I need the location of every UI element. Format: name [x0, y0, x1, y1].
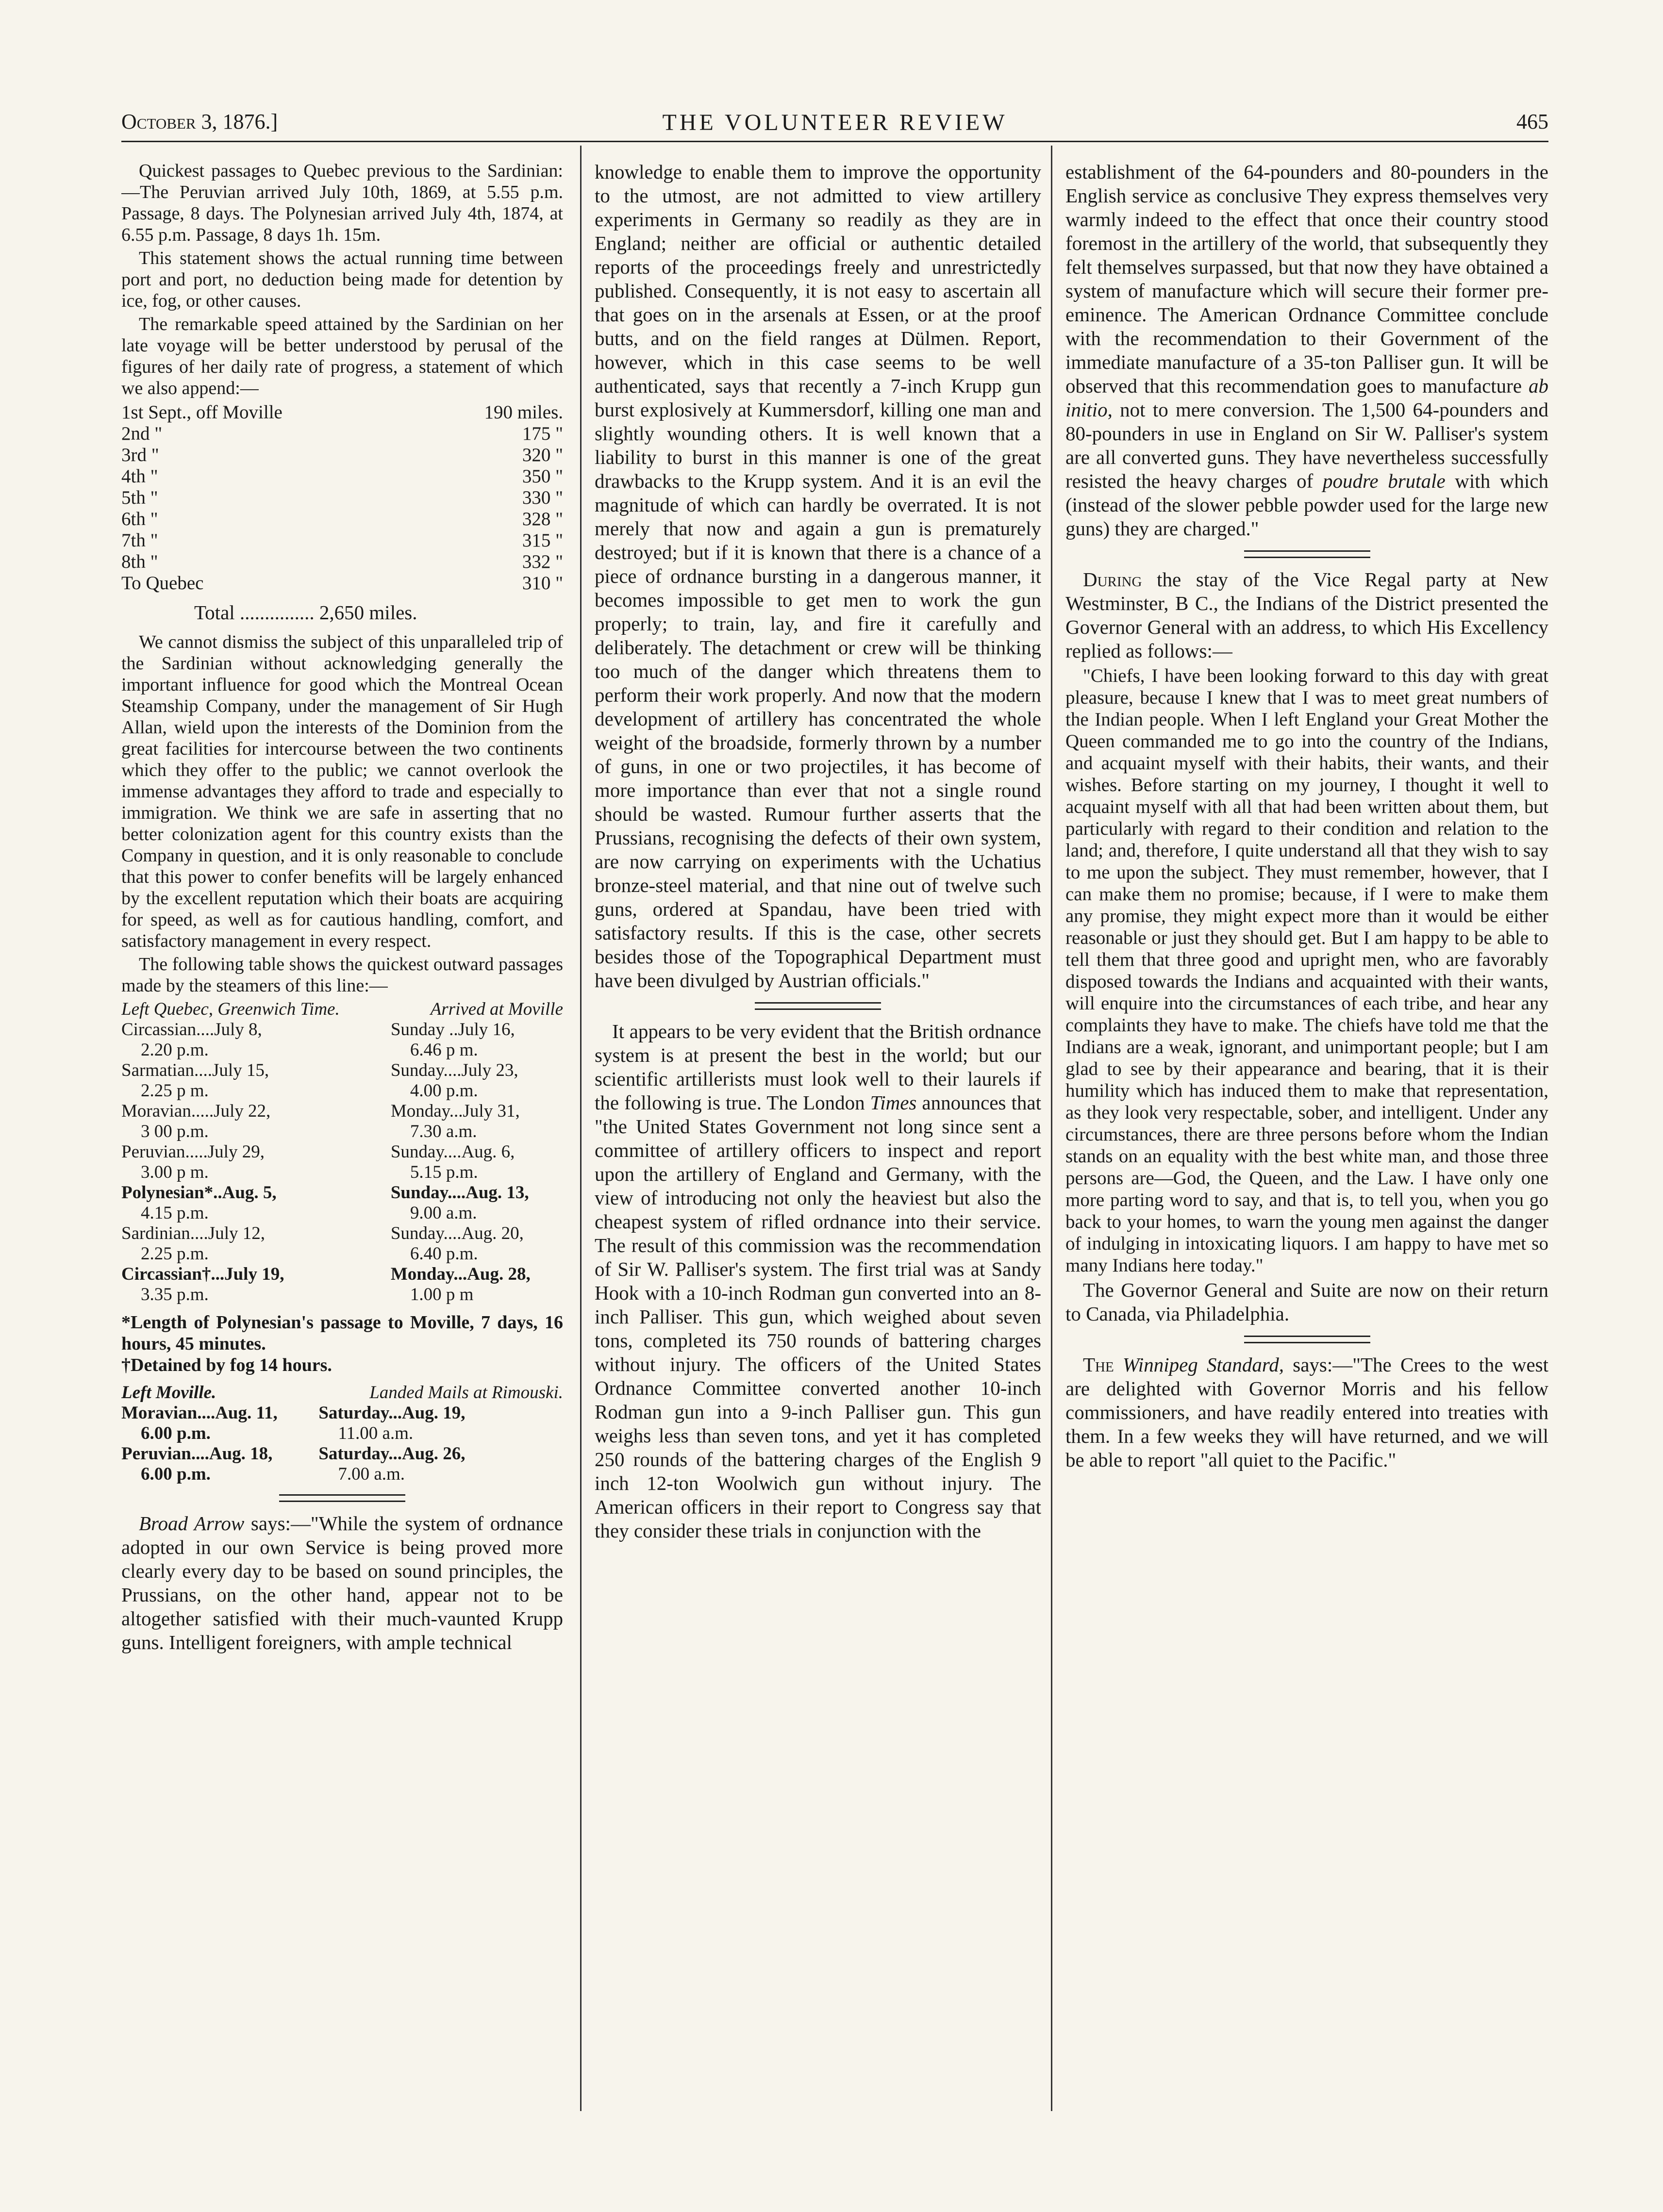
table-row — [121, 1060, 563, 1081]
log-day: 8th " — [121, 551, 158, 572]
departure-time: 6.00 p.m. — [141, 1423, 211, 1443]
winnipeg-text: says:—"The Crees to the west are delighted with Governor Morris and his fellow commissioners, and have readily entered into treaties with them. In a few weeks they will have returned, and we will be able to report "all quiet to the Pacific." — [1065, 1354, 1548, 1471]
departure-time: 3 00 p.m. — [141, 1122, 209, 1141]
ship-arrival: Sunday....Aug. 6, — [390, 1142, 515, 1162]
table-row — [121, 530, 563, 551]
return-paragraph: The Governor General and Suite are now on their return to Canada, via Philadelphia. — [1065, 1279, 1548, 1325]
ship-arrival: Monday...Aug. 28, — [390, 1264, 531, 1284]
log-miles: 175 " — [522, 423, 563, 444]
column-rule-1 — [580, 146, 582, 2111]
palliser-text-a: It appears to be very evident that the British ordnance system is at present the best in the world; but our scientific artillerists must look well to their laurels if the following is true. The London — [595, 1020, 1041, 1114]
ship-arrival: Sunday....Aug. 13, — [390, 1183, 529, 1203]
speed-paragraph: The remarkable speed attained by the Sardinian on her late voyage will be better understood by perusal of the figures of her daily rate of progress, a statement of which we also append:— — [121, 314, 563, 398]
log-day: 1st Sept., off Moville — [121, 402, 283, 423]
departure-time: 4.15 p.m. — [141, 1203, 209, 1223]
column-2 — [595, 160, 1041, 2111]
table-row — [121, 487, 563, 509]
log-day: 6th " — [121, 509, 158, 529]
arrival-time: 1.00 p m — [410, 1285, 474, 1304]
ship-departure: Moravian.....July 22, — [121, 1101, 271, 1121]
section-divider — [279, 1494, 405, 1502]
arrival-time: 6.46 p m. — [410, 1040, 478, 1060]
outward-passages-table — [121, 999, 563, 1305]
section-divider — [1244, 1336, 1370, 1343]
table-row — [121, 1020, 563, 1040]
table-row — [121, 1264, 563, 1285]
log-day: To Quebec — [121, 573, 204, 594]
ordnance-text-c: with which (instead of the slower pebble powder used for the large new guns) they are charged." — [1065, 470, 1548, 540]
departure-time: 6.00 p.m. — [141, 1464, 211, 1484]
ship-departure: Circassian†...July 19, — [121, 1264, 284, 1284]
log-miles: 310 " — [522, 573, 563, 594]
running-time-paragraph: This statement shows the actual running time between port and port, no deduction being made for detention by ice, fog, or other causes. — [121, 248, 563, 311]
table-row — [121, 551, 563, 573]
ship-arrival: Sunday....Aug. 20, — [390, 1223, 524, 1243]
table-row — [121, 466, 563, 487]
table-row — [121, 1162, 563, 1183]
table-row — [121, 1101, 563, 1122]
table-row — [121, 573, 563, 594]
footnote-polynesian: *Length of Polynesian's passage to Moville, 7 days, 16 hours, 45 minutes. — [121, 1312, 563, 1354]
publication-name: Times — [870, 1091, 917, 1114]
daily-progress-table — [121, 402, 563, 594]
table-row — [121, 445, 563, 466]
departure-time: 2.20 p.m. — [141, 1040, 209, 1060]
table-row — [121, 1464, 563, 1485]
table-row — [121, 1122, 563, 1142]
ship-arrival: Sunday....July 23, — [390, 1060, 518, 1080]
table-row — [121, 423, 563, 445]
arrival-time: 7.30 a.m. — [410, 1122, 477, 1141]
arrival-time: 6.40 p.m. — [410, 1244, 478, 1264]
french-phrase: poudre brutale — [1322, 470, 1446, 492]
column-header-left: Left Moville. — [121, 1383, 216, 1403]
governor-speech: "Chiefs, I have been looking forward to this day with great pleasure, because I knew that I was to meet great numbers of the Indian people. When I left England your Great Mother the Queen commanded me to go into the country of the Indians, and acquaint myself with their habits, their wants, and their wishes. Before starting on my journey, I thought it well to acquaint myself with all that had been written about them, but particularly with regard to their condition and relation to the land; and, therefore, I quite understand all that they wish to say to me upon the subject. They must remember, however, that I can make them no promise; because, if I were to make them any promise, they might expect more than it would be either reasonable or just they should get. But I am happy to be able to tell them that three good and upright men, who are favorably disposed towards the Indians and acquainted with their wants, will enquire into the circumstances of each tribe, and hear any complaints they have to make. The chiefs have told me that the Indians are a weak, ignorant, and unimportant people; but I am glad to see by their appearance and bearing, that it is their humility which has induced them to make that representation, as they look very respectable, sober, and intelligent. Under any circumstances, there are three persons before whom the Indian stands on an equality with the best white man, and those three persons are—God, the Queen, and the Law. I have only one more parting word to say, and that is, to tell you, when you go back to your homes, to warn the young men against the danger of indulging in intoxicating liquors. I am happy to have met so many Indians here today." — [1065, 665, 1548, 1276]
broad-arrow-text: says:—"While the system of ordnance adopted in our own Service is being proved more clearly every day to be based on sound principles, the Prussians, on the other hand, appear not to be altogether satisfied with their much-vaunted Krupp guns. Intelligent foreigners, with ample technical — [121, 1512, 563, 1653]
latin-phrase: ab initio — [1065, 375, 1548, 421]
ship-arrival: Saturday...Aug. 26, — [318, 1444, 466, 1464]
log-day: 2nd " — [121, 423, 163, 444]
footnotes — [121, 1312, 563, 1376]
column-header-right: Landed Mails at Rimouski. — [369, 1383, 563, 1403]
log-day: 5th " — [121, 487, 158, 508]
log-miles: 328 " — [522, 509, 563, 529]
ordnance-text-a: establishment of the 64-pounders and 80-pounders in the English service as conclusive They express themselves very warmly indeed to the effect that once their country stood foremost in the artillery of the world, that subsequently they felt themselves surpassed, but that now they have obtained a system of manufacture which will secure their former pre-eminence. The American Ordnance Committee conclude with the recommendation to their Government of the immediate manufacture of a 35-ton Palliser gun. It will be observed that this recommendation goes to manufacture — [1065, 161, 1548, 397]
palliser-paragraph — [595, 1020, 1041, 1543]
publication-name: Winnipeg Standard, — [1122, 1354, 1284, 1376]
page-header — [121, 109, 1548, 143]
log-miles: 190 miles. — [484, 402, 563, 423]
ship-arrival: Saturday...Aug. 19, — [318, 1403, 466, 1423]
column-header-left: Left Quebec, Greenwich Time. — [121, 999, 340, 1019]
vice-regal-paragraph — [1065, 568, 1548, 663]
table-row — [121, 1203, 563, 1223]
mail-landing-table — [121, 1383, 563, 1485]
table-row — [121, 1040, 563, 1060]
column-3 — [1065, 160, 1548, 2111]
company-paragraph: We cannot dismiss the subject of this unparalleled trip of the Sardinian without acknowledging generally the important influence for good which the Montreal Ocean Steamship Company, under the management of Sir Hugh Allan, wield upon the interests of the Dominion from the great facilities for intercourse between the two continents which they offer to the public; we cannot overlook the immense advantages they afford to trade and especially to immigration. We think we are safe in asserting that no better colonization agent for this country exists than the Company in question, and it is only reasonable to conclude that this power to confer benefits will be largely enhanced by the excellent reputation which their boats are acquiring for speed, as well as for cautious handling, comfort, and satisfactory management in every respect. — [121, 632, 563, 951]
ship-departure: Sarmatian....July 15, — [121, 1060, 269, 1080]
table-row — [121, 509, 563, 530]
footnote-fog: †Detained by fog 14 hours. — [121, 1355, 332, 1375]
table-row — [121, 1403, 563, 1423]
log-miles: 332 " — [522, 551, 563, 572]
palliser-text-b: announces that "the United States Government not long since sent a committee of artillery officers to inspect and report upon the artillery of England and Germany, with the view of introducing not only the heaviest but also the cheapest system of rifled ordnance into their service. The result of this commission was the recommendation of Sir W. Palliser's system. The first trial was at Sandy Hook with a 10-inch Rodman gun converted into an 8-inch Palliser. This gun, which weighed about seven tons, completed its 750 rounds of battering charges without injury. The officers of the United States Ordnance Committee converted another 10-inch Rodman gun into a 9-inch Palliser gun. This gun weighs less than seven tons, and yet it has completed 250 rounds of the battering charges of the English 9 inch 12-ton Woolwich gun without injury. The American officers in their report to Congress say that they consider these trials in conjunction with the — [595, 1091, 1041, 1542]
ship-departure: Circassian....July 8, — [121, 1020, 262, 1040]
ship-departure: Peruvian....Aug. 18, — [121, 1444, 273, 1464]
ship-departure: Sardinian....July 12, — [121, 1223, 265, 1243]
arrival-time: 5.15 p.m. — [410, 1162, 478, 1182]
page-number: 465 — [1516, 110, 1548, 133]
header-rule — [121, 141, 1548, 142]
log-miles: 320 " — [522, 445, 563, 465]
lead-word: The — [1083, 1354, 1114, 1376]
ordnance-text-b: , not to mere conversion. The 1,500 64-pounders and 80-pounders in use in England on Sir W. Palliser's system are all converted guns. They have nevertheless successfully resisted the heavy charges of — [1065, 398, 1548, 492]
departure-time: 3.00 p m. — [141, 1162, 209, 1182]
table-row — [121, 1142, 563, 1162]
table-row — [121, 1223, 563, 1244]
table-row — [121, 1423, 563, 1444]
log-day: 4th " — [121, 466, 158, 487]
table-row — [121, 1244, 563, 1264]
section-divider — [755, 1002, 881, 1010]
column-header-right: Arrived at Moville — [430, 999, 563, 1019]
table-intro: The following table shows the quickest outward passages made by the steamers of this line:— — [121, 954, 563, 996]
publication-name: Broad Arrow — [139, 1512, 245, 1535]
ship-arrival: Sunday ..July 16, — [390, 1020, 515, 1040]
column-1 — [121, 160, 563, 2111]
log-miles: 330 " — [522, 487, 563, 508]
total-miles: Total ............... 2,650 miles. — [194, 601, 417, 624]
departure-time: 2.25 p.m. — [141, 1244, 209, 1264]
ordnance-paragraph — [1065, 160, 1548, 541]
table-row — [121, 1183, 563, 1203]
table-row — [121, 1444, 563, 1464]
column-rule-2 — [1051, 146, 1052, 2111]
ship-arrival: Monday...July 31, — [390, 1101, 520, 1121]
lead-word: During — [1083, 568, 1142, 591]
departure-time: 3.35 p.m. — [141, 1285, 209, 1304]
passage-paragraph: Quickest passages to Quebec previous to the Sardinian:—The Peruvian arrived July 10th, 1869, at 5.55 p.m. Passage, 8 days. The Polynesian arrived July 4th, 1874, at 6.55 p.m. Passage, 8 days 1h. 15m. — [121, 161, 563, 245]
log-miles: 315 " — [522, 530, 563, 551]
krupp-paragraph: knowledge to enable them to improve the opportunity to the utmost, are not admitted to view artillery experiments in Germany so readily as they are in England; neither are official or authentic detailed reports of the proceedings freely and unrestrictedly published. Consequently, it is not easy to ascertain all that goes on in the arsenals at Essen, or at the proof butts, and on the field ranges at Dülmen. Report, however, which in this case seems to be well authenticated, says that recently a 7-inch Krupp gun burst explosively at Kummersdorf, killing one man and slightly wounding others. It is well known that a liability to burst in this manner is one of the great drawbacks to the Krupp system. And it is an evil the magnitude of which can hardly be overrated. It is not merely that now and again a gun is prematurely destroyed; but if it is known that there is a chance of a piece of ordnance bursting in a dangerous manner, it becomes impossible to get men to work the gun properly; to train, lay, and fire it carefully and deliberately. The detachment or crew will be thinking too much of the danger which threatens them to perform their work properly. And now that the modern development of artillery has concentrated the whole weight of the broadside, formerly thrown by a number of guns, in one or two projectiles, it has become of more importance than ever that not a single round should be wasted. Rumour further asserts that the Prussians, recognising the defects of their own system, are now carrying on experiments with the Uchatius bronze-steel material, and that nine out of twelve such guns, ordered at Spandau, have been tried with satisfactory results. If this is the case, other secrets besides those of the Topographical Department must have been divulged by Austrian officials." — [595, 161, 1041, 991]
log-miles: 350 " — [522, 466, 563, 487]
issue-date: October 3, 1876.] — [121, 110, 278, 133]
departure-time: 2.25 p m. — [141, 1081, 209, 1101]
arrival-time: 4.00 p.m. — [410, 1081, 478, 1101]
broad-arrow-paragraph — [121, 1512, 563, 1654]
arrival-time: 7.00 a.m. — [338, 1464, 405, 1484]
ship-departure: Polynesian*..Aug. 5, — [121, 1183, 277, 1203]
table-header-row — [121, 1383, 563, 1403]
ship-departure: Peruvian.....July 29, — [121, 1142, 265, 1162]
table-header-row — [121, 999, 563, 1020]
table-row — [121, 1285, 563, 1305]
masthead-title: THE VOLUNTEER REVIEW — [662, 110, 1008, 135]
section-divider — [1244, 550, 1370, 558]
vice-regal-text: the stay of the Vice Regal party at New Westminster, B C., the Indians of the District presented the Governor General with an address, to which His Excellency replied as follows:— — [1065, 568, 1548, 662]
arrival-time: 11.00 a.m. — [338, 1423, 414, 1443]
table-row — [121, 402, 563, 423]
arrival-time: 9.00 a.m. — [410, 1203, 477, 1223]
ship-departure: Moravian....Aug. 11, — [121, 1403, 278, 1423]
winnipeg-paragraph — [1065, 1353, 1548, 1472]
table-row — [121, 1081, 563, 1101]
log-day: 7th " — [121, 530, 158, 551]
log-day: 3rd " — [121, 445, 159, 465]
